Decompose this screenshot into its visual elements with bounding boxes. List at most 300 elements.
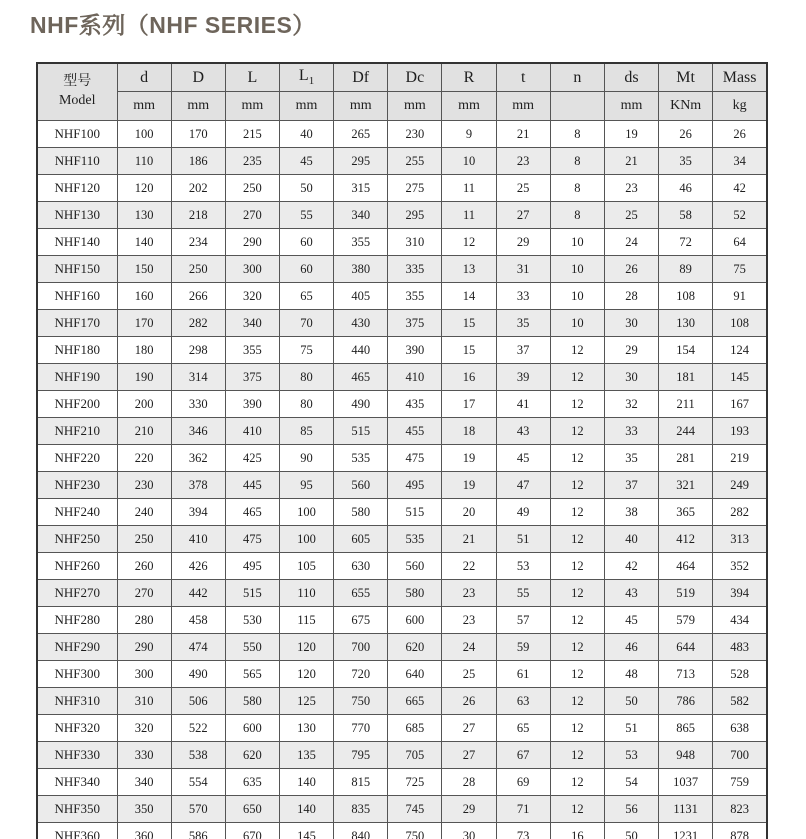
value-cell: 434 [713, 607, 767, 634]
table-row-nhf150 [37, 256, 767, 283]
table-row-nhf350 [37, 796, 767, 823]
value-cell: 46 [604, 634, 658, 661]
value-cell: 380 [334, 256, 388, 283]
column-header-r: R [442, 63, 496, 92]
value-cell: 495 [388, 472, 442, 499]
model-cell: NHF180 [37, 337, 117, 364]
value-cell: 110 [279, 580, 333, 607]
value-cell: 108 [659, 283, 713, 310]
value-cell: 390 [388, 337, 442, 364]
table-row-nhf220 [37, 445, 767, 472]
table-row-nhf200 [37, 391, 767, 418]
model-cell: NHF120 [37, 175, 117, 202]
value-cell: 15 [442, 337, 496, 364]
value-cell: 181 [659, 364, 713, 391]
column-header-model [37, 63, 117, 121]
value-cell: 110 [117, 148, 171, 175]
value-cell: 28 [442, 769, 496, 796]
column-unit-mt: KNm [659, 92, 713, 121]
table-row-nhf330 [37, 742, 767, 769]
value-cell: 12 [550, 391, 604, 418]
value-cell: 29 [442, 796, 496, 823]
value-cell: 365 [659, 499, 713, 526]
model-header-zh: 型号 [63, 74, 92, 90]
value-cell: 31 [496, 256, 550, 283]
value-cell: 15 [442, 310, 496, 337]
model-cell: NHF320 [37, 715, 117, 742]
model-cell: NHF200 [37, 391, 117, 418]
value-cell: 640 [388, 661, 442, 688]
value-cell: 45 [496, 445, 550, 472]
value-cell: 10 [550, 229, 604, 256]
value-cell: 58 [659, 202, 713, 229]
value-cell: 70 [279, 310, 333, 337]
model-cell: NHF250 [37, 526, 117, 553]
table-row-nhf230 [37, 472, 767, 499]
table-row-nhf340 [37, 769, 767, 796]
value-cell: 280 [117, 607, 171, 634]
value-cell: 23 [442, 607, 496, 634]
value-cell: 23 [604, 175, 658, 202]
value-cell: 23 [496, 148, 550, 175]
value-cell: 475 [225, 526, 279, 553]
value-cell: 605 [334, 526, 388, 553]
value-cell: 10 [442, 148, 496, 175]
value-cell: 45 [604, 607, 658, 634]
value-cell: 565 [225, 661, 279, 688]
value-cell: 700 [334, 634, 388, 661]
value-cell: 550 [225, 634, 279, 661]
value-cell: 67 [496, 742, 550, 769]
value-cell: 835 [334, 796, 388, 823]
value-cell: 655 [334, 580, 388, 607]
value-cell: 650 [225, 796, 279, 823]
value-cell: 52 [713, 202, 767, 229]
value-cell: 12 [550, 742, 604, 769]
value-cell: 12 [550, 715, 604, 742]
value-cell: 11 [442, 202, 496, 229]
value-cell: 53 [496, 553, 550, 580]
value-cell: 210 [117, 418, 171, 445]
value-cell: 40 [279, 121, 333, 148]
value-cell: 16 [550, 823, 604, 839]
value-cell: 442 [171, 580, 225, 607]
value-cell: 390 [225, 391, 279, 418]
value-cell: 38 [604, 499, 658, 526]
value-cell: 30 [604, 310, 658, 337]
value-cell: 12 [550, 526, 604, 553]
value-cell: 145 [713, 364, 767, 391]
value-cell: 298 [171, 337, 225, 364]
value-cell: 25 [442, 661, 496, 688]
value-cell: 120 [279, 634, 333, 661]
value-cell: 160 [117, 283, 171, 310]
value-cell: 360 [117, 823, 171, 839]
value-cell: 12 [550, 769, 604, 796]
table-row-nhf180 [37, 337, 767, 364]
value-cell: 190 [117, 364, 171, 391]
value-cell: 90 [279, 445, 333, 472]
value-cell: 12 [550, 634, 604, 661]
value-cell: 180 [117, 337, 171, 364]
value-cell: 29 [604, 337, 658, 364]
value-cell: 80 [279, 391, 333, 418]
value-cell: 620 [388, 634, 442, 661]
value-cell: 560 [388, 553, 442, 580]
value-cell: 10 [550, 310, 604, 337]
value-cell: 10 [550, 256, 604, 283]
model-cell: NHF110 [37, 148, 117, 175]
value-cell: 600 [388, 607, 442, 634]
value-cell: 12 [550, 796, 604, 823]
value-cell: 19 [442, 445, 496, 472]
value-cell: 265 [334, 121, 388, 148]
value-cell: 95 [279, 472, 333, 499]
value-cell: 580 [334, 499, 388, 526]
value-cell: 745 [388, 796, 442, 823]
value-cell: 759 [713, 769, 767, 796]
value-cell: 823 [713, 796, 767, 823]
value-cell: 12 [550, 688, 604, 715]
table-row-nhf290 [37, 634, 767, 661]
value-cell: 340 [225, 310, 279, 337]
value-cell: 378 [171, 472, 225, 499]
model-header-en: Model [58, 93, 96, 108]
value-cell: 770 [334, 715, 388, 742]
column-header-d: D [171, 63, 225, 92]
model-cell: NHF230 [37, 472, 117, 499]
column-unit-ds: mm [604, 92, 658, 121]
value-cell: 25 [496, 175, 550, 202]
column-unit-l: mm [225, 92, 279, 121]
value-cell: 1037 [659, 769, 713, 796]
value-cell: 50 [604, 688, 658, 715]
value-cell: 270 [225, 202, 279, 229]
value-cell: 71 [496, 796, 550, 823]
value-cell: 18 [442, 418, 496, 445]
column-unit-d: mm [171, 92, 225, 121]
value-cell: 27 [496, 202, 550, 229]
value-cell: 34 [713, 148, 767, 175]
value-cell: 340 [117, 769, 171, 796]
value-cell: 355 [334, 229, 388, 256]
value-cell: 350 [117, 796, 171, 823]
model-cell: NHF100 [37, 121, 117, 148]
value-cell: 230 [388, 121, 442, 148]
value-cell: 465 [334, 364, 388, 391]
value-cell: 644 [659, 634, 713, 661]
value-cell: 32 [604, 391, 658, 418]
value-cell: 635 [225, 769, 279, 796]
value-cell: 685 [388, 715, 442, 742]
value-cell: 37 [496, 337, 550, 364]
value-cell: 675 [334, 607, 388, 634]
value-cell: 313 [713, 526, 767, 553]
table-row-nhf260 [37, 553, 767, 580]
value-cell: 12 [550, 499, 604, 526]
table-header [37, 63, 767, 121]
value-cell: 200 [117, 391, 171, 418]
value-cell: 515 [388, 499, 442, 526]
value-cell: 20 [442, 499, 496, 526]
value-cell: 46 [659, 175, 713, 202]
value-cell: 522 [171, 715, 225, 742]
value-cell: 11 [442, 175, 496, 202]
value-cell: 515 [225, 580, 279, 607]
value-cell: 24 [442, 634, 496, 661]
value-cell: 12 [550, 580, 604, 607]
value-cell: 586 [171, 823, 225, 839]
value-cell: 63 [496, 688, 550, 715]
model-cell: NHF220 [37, 445, 117, 472]
table-row-nhf310 [37, 688, 767, 715]
value-cell: 1231 [659, 823, 713, 839]
value-cell: 65 [279, 283, 333, 310]
value-cell: 8 [550, 202, 604, 229]
value-cell: 105 [279, 553, 333, 580]
value-cell: 16 [442, 364, 496, 391]
value-cell: 12 [442, 229, 496, 256]
value-cell: 45 [279, 148, 333, 175]
value-cell: 475 [388, 445, 442, 472]
value-cell: 270 [117, 580, 171, 607]
model-cell: NHF310 [37, 688, 117, 715]
value-cell: 85 [279, 418, 333, 445]
value-cell: 193 [713, 418, 767, 445]
value-cell: 362 [171, 445, 225, 472]
value-cell: 455 [388, 418, 442, 445]
value-cell: 43 [604, 580, 658, 607]
column-header-subscript: 1 [308, 75, 315, 88]
column-unit-mass: kg [713, 92, 767, 121]
value-cell: 59 [496, 634, 550, 661]
value-cell: 39 [496, 364, 550, 391]
value-cell: 140 [117, 229, 171, 256]
value-cell: 17 [442, 391, 496, 418]
value-cell: 630 [334, 553, 388, 580]
model-cell: NHF350 [37, 796, 117, 823]
value-cell: 51 [496, 526, 550, 553]
value-cell: 705 [388, 742, 442, 769]
value-cell: 840 [334, 823, 388, 839]
value-cell: 12 [550, 472, 604, 499]
value-cell: 579 [659, 607, 713, 634]
value-cell: 670 [225, 823, 279, 839]
value-cell: 26 [713, 121, 767, 148]
value-cell: 340 [334, 202, 388, 229]
value-cell: 255 [388, 148, 442, 175]
model-cell: NHF330 [37, 742, 117, 769]
table-row-nhf300 [37, 661, 767, 688]
value-cell: 249 [713, 472, 767, 499]
value-cell: 75 [713, 256, 767, 283]
value-cell: 25 [604, 202, 658, 229]
value-cell: 13 [442, 256, 496, 283]
value-cell: 50 [604, 823, 658, 839]
table-row-nhf110 [37, 148, 767, 175]
value-cell: 458 [171, 607, 225, 634]
value-cell: 405 [334, 283, 388, 310]
value-cell: 89 [659, 256, 713, 283]
value-cell: 8 [550, 121, 604, 148]
value-cell: 528 [713, 661, 767, 688]
value-cell: 140 [279, 769, 333, 796]
value-cell: 43 [496, 418, 550, 445]
value-cell: 211 [659, 391, 713, 418]
model-cell: NHF300 [37, 661, 117, 688]
model-cell: NHF280 [37, 607, 117, 634]
value-cell: 186 [171, 148, 225, 175]
table-row-nhf170 [37, 310, 767, 337]
value-cell: 56 [604, 796, 658, 823]
model-cell: NHF260 [37, 553, 117, 580]
value-cell: 54 [604, 769, 658, 796]
header-row-units [37, 92, 767, 121]
value-cell: 320 [225, 283, 279, 310]
value-cell: 355 [225, 337, 279, 364]
value-cell: 72 [659, 229, 713, 256]
value-cell: 170 [117, 310, 171, 337]
value-cell: 8 [550, 175, 604, 202]
value-cell: 535 [334, 445, 388, 472]
value-cell: 665 [388, 688, 442, 715]
value-cell: 12 [550, 553, 604, 580]
value-cell: 12 [550, 418, 604, 445]
value-cell: 310 [388, 229, 442, 256]
value-cell: 14 [442, 283, 496, 310]
value-cell: 490 [171, 661, 225, 688]
value-cell: 120 [117, 175, 171, 202]
value-cell: 50 [279, 175, 333, 202]
value-cell: 140 [279, 796, 333, 823]
value-cell: 815 [334, 769, 388, 796]
value-cell: 750 [388, 823, 442, 839]
value-cell: 130 [117, 202, 171, 229]
value-cell: 464 [659, 553, 713, 580]
table-row-nhf190 [37, 364, 767, 391]
value-cell: 23 [442, 580, 496, 607]
nhf-series-table [36, 62, 768, 839]
value-cell: 41 [496, 391, 550, 418]
value-cell: 55 [496, 580, 550, 607]
model-cell: NHF170 [37, 310, 117, 337]
value-cell: 300 [225, 256, 279, 283]
value-cell: 515 [334, 418, 388, 445]
value-cell: 100 [279, 499, 333, 526]
value-cell: 394 [171, 499, 225, 526]
value-cell: 125 [279, 688, 333, 715]
value-cell: 235 [225, 148, 279, 175]
table-body [37, 121, 767, 839]
value-cell: 30 [442, 823, 496, 839]
table-row-nhf100 [37, 121, 767, 148]
header-row-names [37, 63, 767, 92]
value-cell: 425 [225, 445, 279, 472]
table-row-nhf320 [37, 715, 767, 742]
value-cell: 580 [225, 688, 279, 715]
table-row-nhf360 [37, 823, 767, 839]
value-cell: 275 [388, 175, 442, 202]
value-cell: 51 [604, 715, 658, 742]
value-cell: 266 [171, 283, 225, 310]
value-cell: 713 [659, 661, 713, 688]
value-cell: 700 [713, 742, 767, 769]
value-cell: 130 [279, 715, 333, 742]
value-cell: 600 [225, 715, 279, 742]
value-cell: 445 [225, 472, 279, 499]
model-cell: NHF340 [37, 769, 117, 796]
table-row-nhf120 [37, 175, 767, 202]
value-cell: 410 [388, 364, 442, 391]
value-cell: 234 [171, 229, 225, 256]
value-cell: 295 [388, 202, 442, 229]
value-cell: 35 [659, 148, 713, 175]
value-cell: 80 [279, 364, 333, 391]
value-cell: 12 [550, 337, 604, 364]
value-cell: 352 [713, 553, 767, 580]
value-cell: 218 [171, 202, 225, 229]
value-cell: 314 [171, 364, 225, 391]
value-cell: 64 [713, 229, 767, 256]
value-cell: 346 [171, 418, 225, 445]
value-cell: 170 [171, 121, 225, 148]
value-cell: 40 [604, 526, 658, 553]
value-cell: 19 [604, 121, 658, 148]
value-cell: 73 [496, 823, 550, 839]
value-cell: 560 [334, 472, 388, 499]
value-cell: 48 [604, 661, 658, 688]
column-header-dc: Dc [388, 63, 442, 92]
value-cell: 69 [496, 769, 550, 796]
value-cell: 948 [659, 742, 713, 769]
value-cell: 250 [117, 526, 171, 553]
value-cell: 435 [388, 391, 442, 418]
value-cell: 220 [117, 445, 171, 472]
value-cell: 24 [604, 229, 658, 256]
value-cell: 26 [442, 688, 496, 715]
value-cell: 47 [496, 472, 550, 499]
value-cell: 519 [659, 580, 713, 607]
value-cell: 490 [334, 391, 388, 418]
value-cell: 878 [713, 823, 767, 839]
value-cell: 244 [659, 418, 713, 445]
value-cell: 410 [225, 418, 279, 445]
value-cell: 30 [604, 364, 658, 391]
column-header-df: Df [334, 63, 388, 92]
value-cell: 8 [550, 148, 604, 175]
table-row-nhf250 [37, 526, 767, 553]
value-cell: 538 [171, 742, 225, 769]
value-cell: 120 [279, 661, 333, 688]
value-cell: 720 [334, 661, 388, 688]
value-cell: 786 [659, 688, 713, 715]
value-cell: 230 [117, 472, 171, 499]
value-cell: 60 [279, 229, 333, 256]
value-cell: 570 [171, 796, 225, 823]
value-cell: 250 [171, 256, 225, 283]
column-unit-d: mm [117, 92, 171, 121]
value-cell: 12 [550, 607, 604, 634]
value-cell: 10 [550, 283, 604, 310]
value-cell: 725 [388, 769, 442, 796]
model-cell: NHF270 [37, 580, 117, 607]
value-cell: 240 [117, 499, 171, 526]
value-cell: 250 [225, 175, 279, 202]
value-cell: 65 [496, 715, 550, 742]
value-cell: 282 [171, 310, 225, 337]
value-cell: 290 [225, 229, 279, 256]
value-cell: 35 [496, 310, 550, 337]
